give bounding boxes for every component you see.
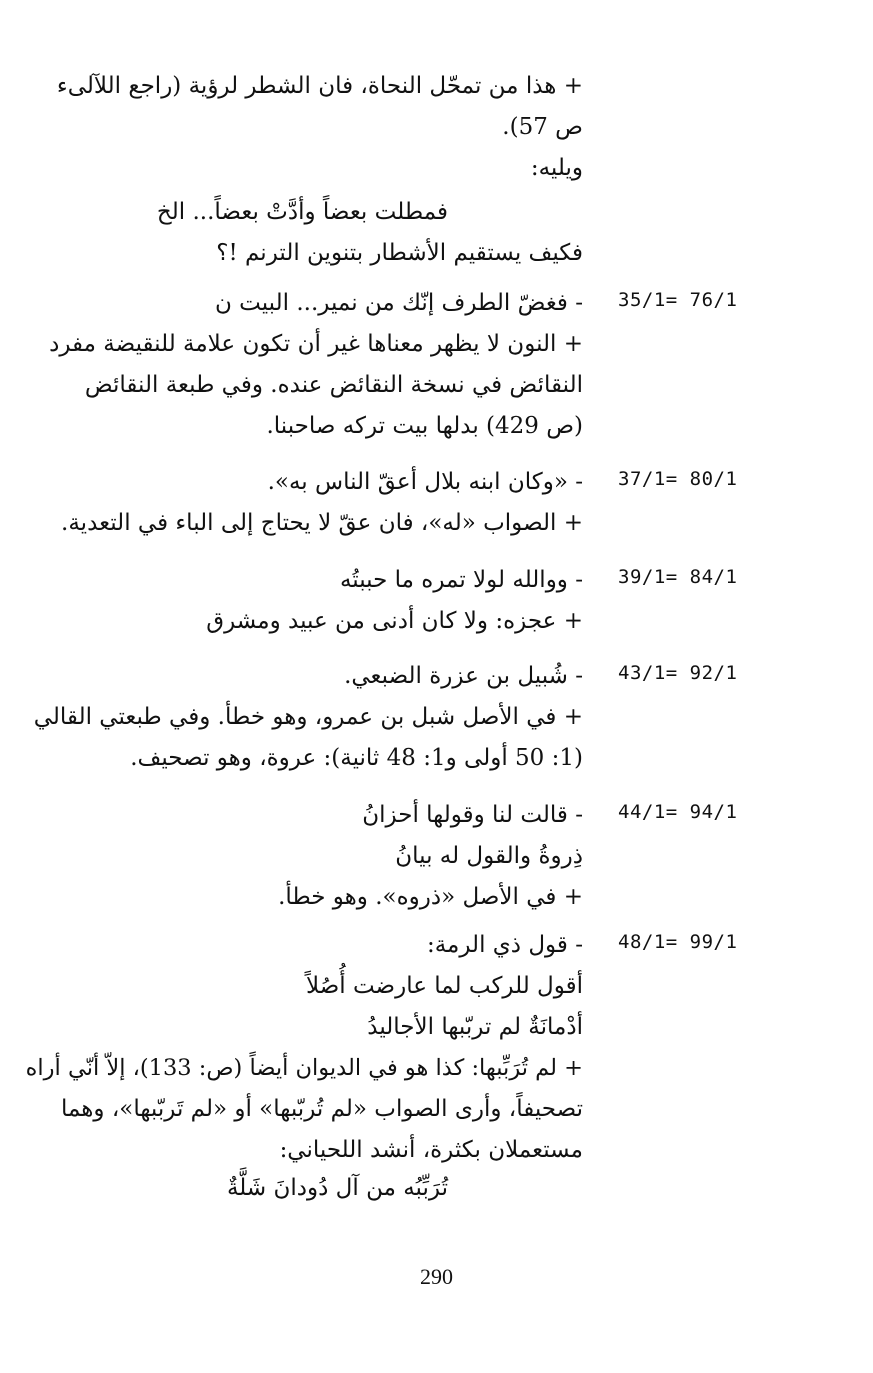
text-line: مستعملان بكثرة، أنشد اللحياني: — [279, 1137, 583, 1163]
reference-number: 48/1= 99/1 — [618, 931, 738, 953]
text-line: - فغضّ الطرف إنّك من نمير... البيت ن — [214, 290, 583, 316]
text-line: + هذا من تمحّل النحاة، فان الشطر لرؤية (راجع اللآلىء — [56, 73, 583, 99]
reference-number: 37/1= 80/1 — [618, 468, 738, 490]
text-line: - قالت لنا وقولها أحزانُ — [362, 802, 583, 828]
text-line: ص 57). — [502, 114, 583, 140]
text-line: (ص 429) بدلها بيت تركه صاحبنا. — [266, 413, 583, 439]
text-line: - قول ذي الرمة: — [426, 932, 583, 958]
reference-number: 43/1= 92/1 — [618, 662, 738, 684]
text-line: (1: 50 أولى و1: 48 ثانية): عروة، وهو تصحيف. — [130, 745, 583, 771]
text-line: - «وكان ابنه بلال أعقّ الناس به». — [267, 469, 583, 495]
text-line: أقول للركب لما عارضت أُصُلاً — [306, 973, 583, 999]
text-line: + في الأصل «ذروه». وهو خطأ. — [278, 884, 583, 910]
text-line: + عجزه: ولا كان أدنى من عبيد ومشرق — [206, 608, 583, 634]
text-line: النقائض في نسخة النقائض عنده. وفي طبعة النقائض — [84, 372, 583, 398]
text-line: تصحيفاً، وأرى الصواب «لم تُربّبها» أو «لم تَربّبها»، وهما — [60, 1096, 583, 1122]
page-number: 290 — [420, 1264, 453, 1289]
text-line: + لم تُرَبِّبها: كذا هو في الديوان أيضاً (ص: 133)، إلاّ أنّي أراه — [25, 1055, 583, 1081]
text-line: ويليه: — [530, 155, 583, 181]
reference-number: 39/1= 84/1 — [618, 566, 738, 588]
text-line: - ووالله لولا تمره ما حببتُه — [339, 567, 583, 593]
reference-number: 44/1= 94/1 — [618, 801, 738, 823]
text-line: ذِروةُ والقول له بيانُ — [395, 843, 583, 869]
text-line: فمطلت بعضاً وأدَّتْ بعضاً... الخ — [156, 199, 448, 225]
text-line: - شُبيل بن عزرة الضبعي. — [344, 663, 583, 689]
text-line: فكيف يستقيم الأشطار بتنوين الترنم !؟ — [216, 240, 583, 266]
text-line: تُرَبِّبُه من آل دُودانَ شَلَّةٌ — [226, 1175, 448, 1201]
text-line: + في الأصل شبل بن عمرو، وهو خطأ. وفي طبعتي القالي — [33, 704, 583, 730]
text-line: + النون لا يظهر معناها غير أن تكون علامة للنقيضة مفرد — [49, 331, 583, 357]
reference-number: 35/1= 76/1 — [618, 289, 738, 311]
text-line: أدْمانَةٌ لم تربّبها الأجاليدُ — [367, 1014, 583, 1040]
text-line: + الصواب «له»، فان عقّ لا يحتاج إلى الباء في التعدية. — [61, 510, 583, 536]
